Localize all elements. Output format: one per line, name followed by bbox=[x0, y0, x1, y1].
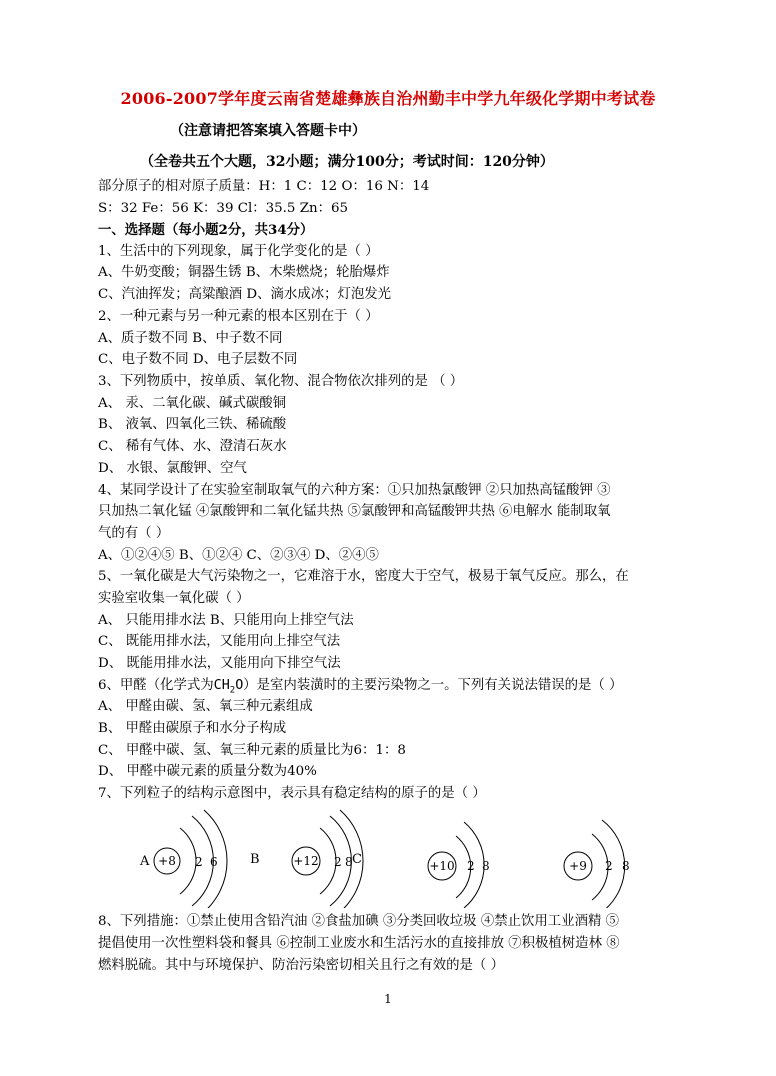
atom-c-nucleus-charge: +10 bbox=[429, 859, 455, 873]
atom-structure-diagrams bbox=[130, 808, 650, 908]
question-6-option-b: B、 甲醛由碳原子和水分子构成 bbox=[98, 721, 287, 736]
question-2-options-ab: A、质子数不同 B、中子数不同 bbox=[98, 331, 283, 346]
question-8-line-2: 提倡使用一次性塑料袋和餐具 ⑥控制工业废水和生活污水的直接排放 ⑦积极植树造林 ⑧ bbox=[98, 936, 620, 951]
atom-d-shell-1-electrons: 2 bbox=[605, 859, 613, 873]
atomic-mass-line-1: 部分原子的相对原子质量：H：1 C：12 O：16 N：14 bbox=[98, 179, 430, 194]
question-4-line-3: 气的有（ ） bbox=[98, 526, 170, 541]
question-6-prefix: 6、甲醛（化学式为 bbox=[98, 678, 214, 693]
question-3-option-a: A、 汞、二氧化碳、碱式碳酸铜 bbox=[98, 396, 287, 411]
atom-c-label: C bbox=[352, 852, 362, 867]
question-3-option-c: C、 稀有气体、水、澄清石灰水 bbox=[98, 439, 287, 454]
question-8-line-1: 8、下列措施：①禁止使用含铅汽油 ②食盐加碘 ③分类回收垃圾 ④禁止饮用工业酒精 ⑤ bbox=[98, 914, 619, 929]
atom-a-label: A bbox=[140, 854, 150, 869]
question-3-option-b: B、 液氧、四氧化三铁、稀硫酸 bbox=[98, 417, 287, 432]
question-6-suffix: ）是室内装潢时的主要污染物之一。下列有关说法错误的是（ ） bbox=[243, 678, 623, 693]
question-1: 1、生活中的下列现象，属于化学变化的是（ ） bbox=[98, 244, 379, 259]
question-8-line-3: 燃料脱硫。其中与环境保护、防治污染密切相关且行之有效的是（ ） bbox=[98, 958, 504, 973]
question-1-options-ab: A、牛奶变酸；铜器生锈 B、木柴燃烧；轮胎爆炸 bbox=[98, 265, 390, 280]
exam-info-note: （全卷共五个大题，32小题；满分100分；考试时间：120分钟） bbox=[140, 154, 554, 170]
question-6-option-a: A、 甲醛由碳、氢、氧三种元素组成 bbox=[98, 699, 313, 714]
question-5-line-2: 实验室收集一氧化碳（ ） bbox=[98, 591, 250, 606]
question-4-options: A、①②④⑤ B、①②④ C、②③④ D、②④⑤ bbox=[98, 548, 379, 563]
question-3: 3、下列物质中，按单质、氧化物、混合物依次排列的是 （ ） bbox=[98, 374, 464, 389]
atom-d-shell-2-electrons: 8 bbox=[622, 859, 630, 873]
atom-a-shell-2-electrons: 6 bbox=[210, 855, 218, 869]
atom-diagram-d bbox=[564, 820, 630, 908]
question-3-option-d: D、 水银、氯酸钾、空气 bbox=[98, 461, 247, 476]
answer-card-note: （注意请把答案填入答题卡中） bbox=[170, 123, 366, 139]
question-5-option-d: D、 既能用排水法，又能用向下排空气法 bbox=[98, 656, 341, 671]
atom-a-shell-1-electrons: 2 bbox=[195, 855, 203, 869]
exam-title: 2006-2007学年度云南省楚雄彝族自治州勤丰中学九年级化学期中考试卷 bbox=[120, 89, 656, 108]
question-7: 7、下列粒子的结构示意图中，表示具有稳定结构的原子的是（ ） bbox=[98, 786, 486, 801]
question-1-options-cd: C、汽油挥发；高粱酿酒 D、滴水成冰；灯泡发光 bbox=[98, 287, 392, 302]
question-4-line-1: 4、某同学设计了在实验室制取氧气的六种方案：①只加热氯酸钾 ②只加热高锰酸钾 ③ bbox=[98, 483, 611, 498]
atom-a-shell-1-arc bbox=[180, 828, 196, 894]
formula-subscript: 2 bbox=[229, 685, 236, 696]
question-2: 2、一种元素与另一种元素的根本区别在于（ ） bbox=[98, 309, 379, 324]
section-1-heading: 一、选择题（每小题2分，共34分） bbox=[98, 222, 314, 238]
atom-c-shell-1-electrons: 2 bbox=[467, 859, 475, 873]
atom-c-shell-2-electrons: 8 bbox=[482, 859, 490, 873]
atom-b-nucleus-charge: +12 bbox=[293, 854, 319, 868]
question-5-options-ab: A、 只能用排水法 B、只能用向上排空气法 bbox=[98, 613, 354, 628]
formula-ch: CH bbox=[213, 678, 230, 693]
question-6-option-d: D、 甲醛中碳元素的质量分数为40% bbox=[98, 764, 317, 779]
question-4-line-2: 只加热二氧化锰 ④氯酸钾和二氧化锰共热 ⑤氯酸钾和高锰酸钾共热 ⑥电解水 能制取氧 bbox=[98, 504, 611, 519]
atom-b-shell-2-electrons: 8 bbox=[345, 855, 353, 869]
atom-diagram-c bbox=[428, 822, 490, 908]
question-2-options-cd: C、电子数不同 D、电子层数不同 bbox=[98, 352, 298, 367]
atom-diagram-a bbox=[139, 810, 227, 908]
atomic-mass-line-2: S：32 Fe：56 K：39 Cl：35.5 Zn：65 bbox=[98, 201, 349, 216]
page-number: 1 bbox=[384, 992, 392, 1006]
question-5-line-1: 5、一氧化碳是大气污染物之一，它难溶于水，密度大于空气，极易于氧气反应。那么，在 bbox=[98, 569, 629, 584]
question-6-option-c: C、 甲醛中碳、氢、氧三种元素的质量比为6：1：8 bbox=[98, 743, 406, 758]
atom-diagram-b bbox=[250, 810, 363, 908]
atom-d-nucleus-charge: +9 bbox=[569, 859, 587, 873]
atom-a-nucleus-charge: +8 bbox=[158, 854, 176, 868]
question-5-option-c: C、 既能用排水法，又能用向上排空气法 bbox=[98, 634, 341, 649]
atom-b-shell-1-electrons: 2 bbox=[334, 855, 342, 869]
atom-b-label: B bbox=[250, 852, 260, 867]
formula-o: O bbox=[235, 678, 244, 693]
formaldehyde-formula bbox=[213, 678, 244, 696]
